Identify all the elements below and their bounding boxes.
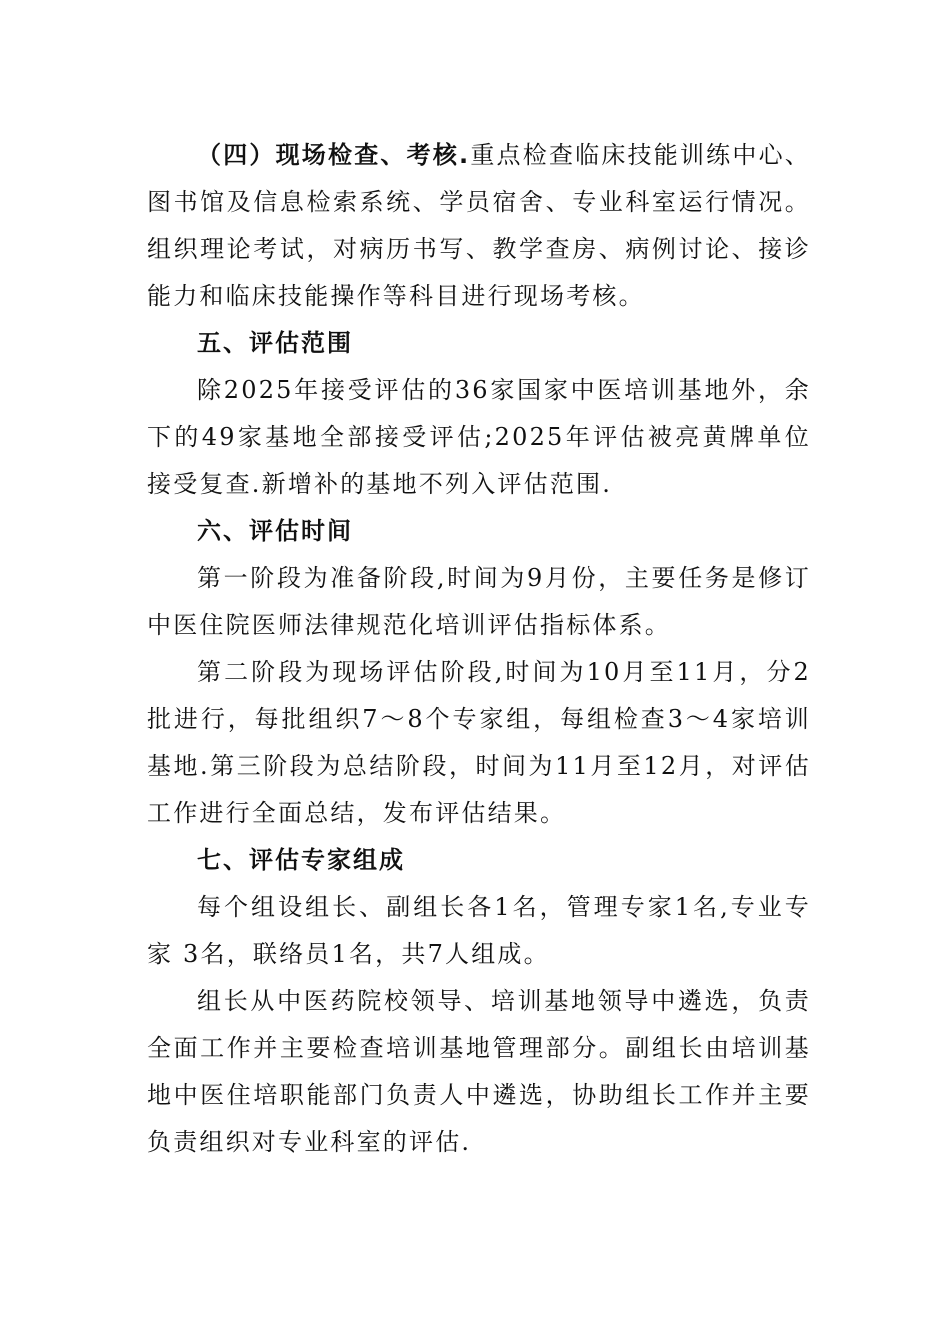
section-6-paragraph-1: 第一阶段为准备阶段,时间为9月份，主要任务是修订中医住院医师法律规范化培训评估指标体系。 <box>147 564 811 639</box>
section-5-heading: 五、评估范围 <box>197 329 353 357</box>
section-6-paragraph-2: 第二阶段为现场评估阶段,时间为10月至11月，分2批进行，每批组织7～8个专家组，每组检查3～4家培训基地.第三阶段为总结阶段，时间为11月至12月，对评估工作进行全面总结，发布评估结果。 <box>147 658 811 827</box>
section-7-heading: 七、评估专家组成 <box>197 846 405 874</box>
section-4-paragraph <box>147 132 811 320</box>
document-page <box>147 132 811 1166</box>
section-7-paragraph-1: 每个组设组长、副组长各1名，管理专家1名,专业专家 3名，联络员1名，共7人组成。 <box>147 893 811 968</box>
section-7-paragraph-2: 组长从中医药院校领导、培训基地领导中遴选，负责全面工作并主要检查培训基地管理部分。副组长由培训基地中医住培职能部门负责人中遴选，协助组长工作并主要负责组织对专业科室的评估. <box>147 987 811 1156</box>
section-4-text: 重点检查临床技能训练中心、图书馆及信息检索系统、学员宿舍、专业科室运行情况。组织理论考试，对病历书写、教学查房、病例讨论、接诊能力和临床技能操作等科目进行现场考核。 <box>147 141 811 310</box>
section-6-heading: 六、评估时间 <box>197 517 353 545</box>
section-5-paragraph: 除2025年接受评估的36家国家中医培训基地外，余下的49家基地全部接受评估;2025年评估被亮黄牌单位接受复查.新增补的基地不列入评估范围. <box>147 376 811 498</box>
section-4-lead: （四）现场检查、考核. <box>197 141 471 169</box>
